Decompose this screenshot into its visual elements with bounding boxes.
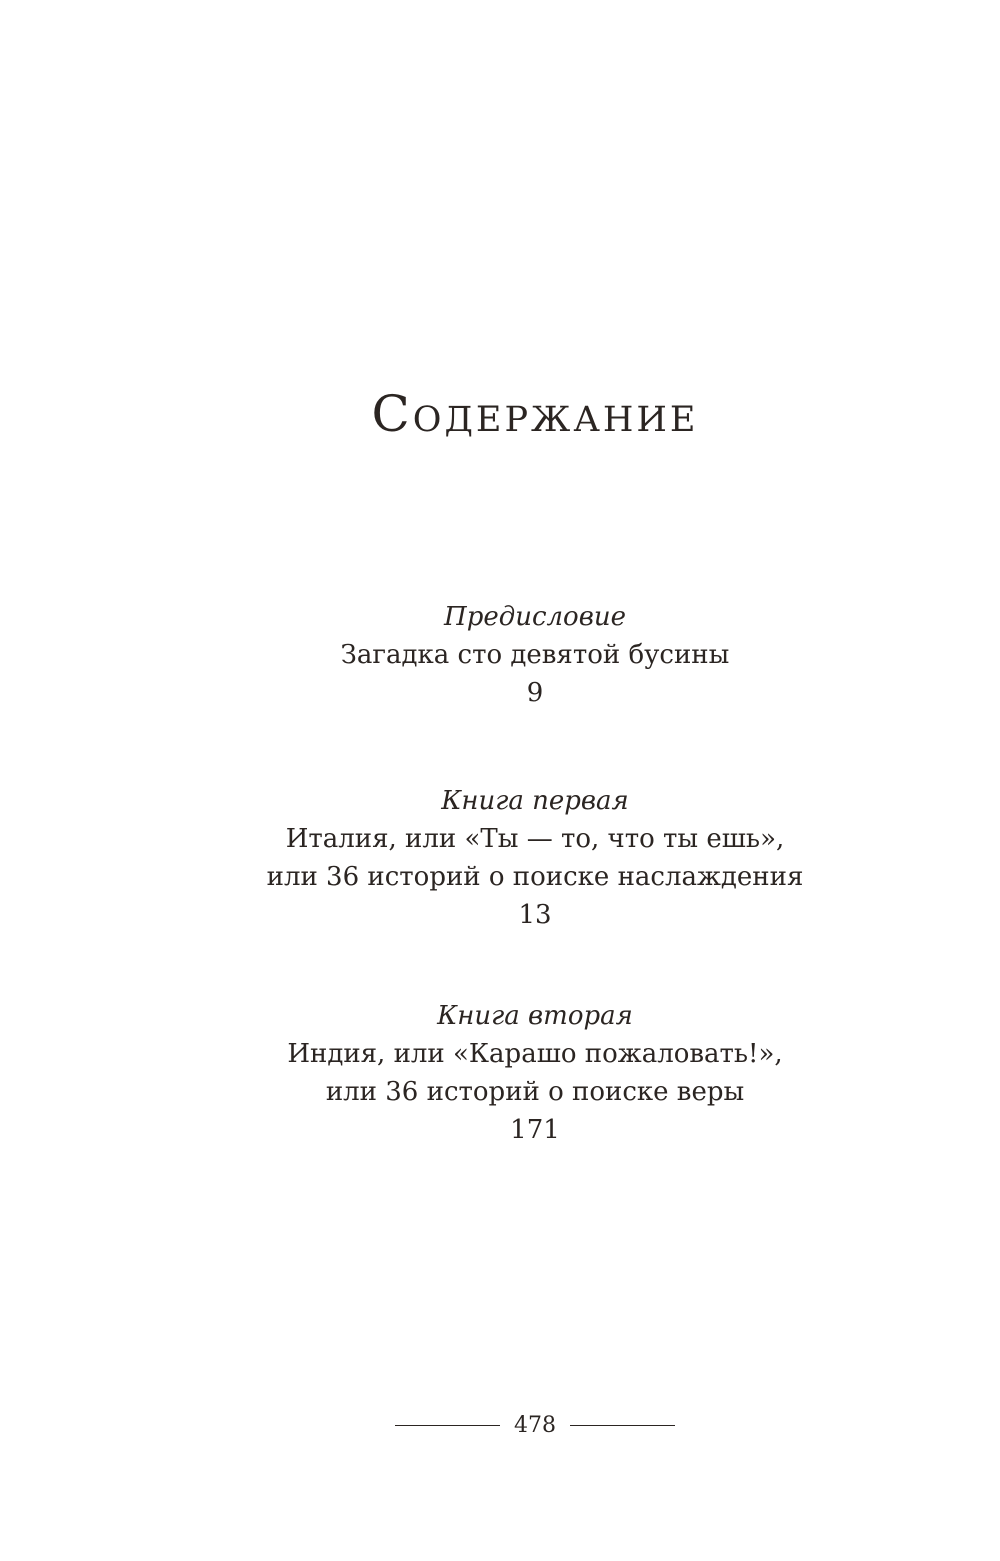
footer-rule-right: [570, 1425, 675, 1426]
toc-entry-book-two: [0, 997, 1000, 1149]
toc-entry-label: Предисловие: [444, 602, 626, 632]
toc-entry-title-line: Загадка сто девятой бусины: [340, 640, 730, 670]
toc-entry-title-line: Индия, или «Карашо пожаловать!»,: [287, 1039, 783, 1069]
toc-entry-book-one: [0, 782, 1000, 934]
toc-entry-label: Книга первая: [441, 786, 629, 816]
footer-rule-left: [395, 1425, 500, 1426]
toc-entry-title-line: или 36 историй о поиске веры: [325, 1077, 745, 1107]
toc-entry-page-number: 171: [510, 1115, 560, 1145]
toc-entry-page-number: 9: [526, 678, 544, 708]
page-footer: [395, 1408, 675, 1442]
toc-entry-title-line: или 36 историй о поиске наслаждения: [266, 862, 804, 892]
toc-entry-title-line: Италия, или «Ты — то, что ты ешь»,: [285, 824, 785, 854]
toc-entry-preface: [0, 598, 1000, 712]
footer-page-number: 478: [514, 1412, 556, 1438]
page-title: Содержание: [371, 385, 699, 443]
toc-entry-label: Книга вторая: [437, 1001, 633, 1031]
toc-entry-page-number: 13: [518, 900, 552, 930]
